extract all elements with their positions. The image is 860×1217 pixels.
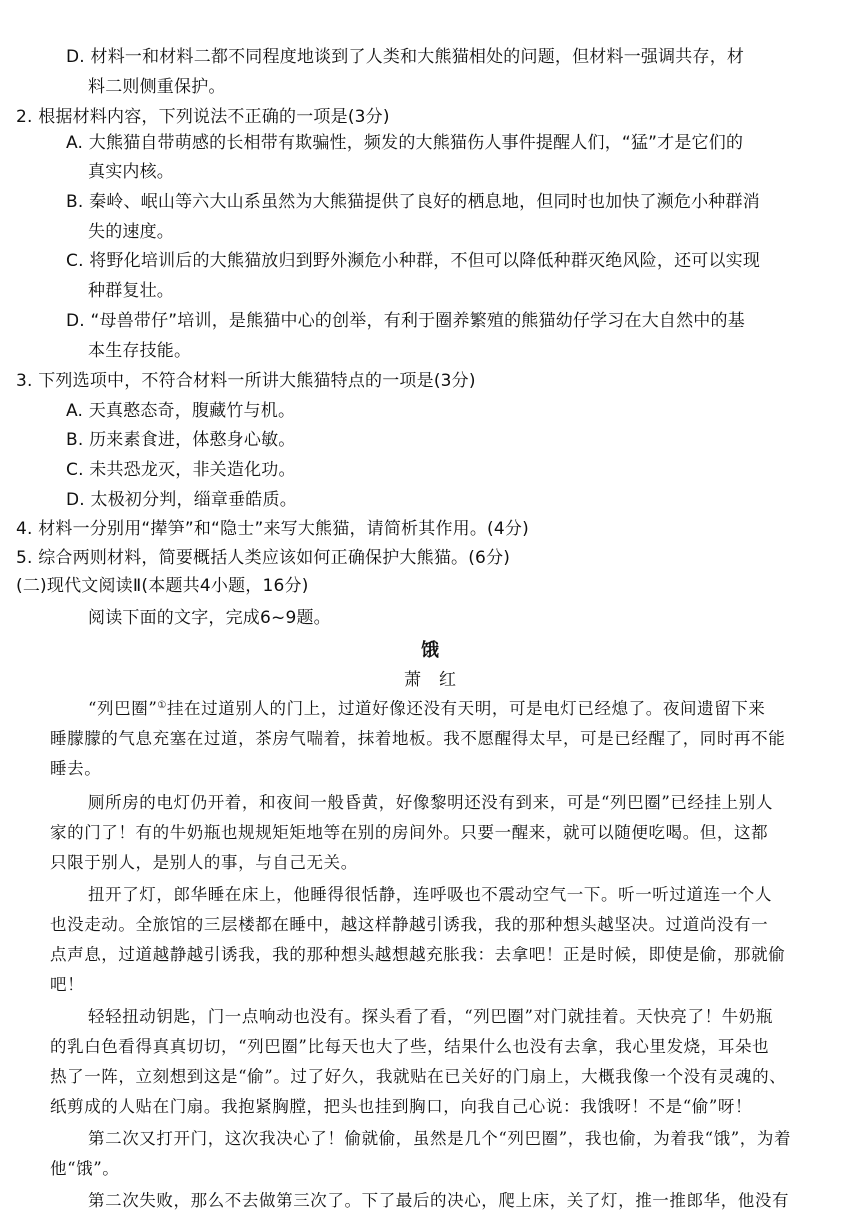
- paragraph-line: 只限于别人，是别人的事，与自己无关。: [50, 853, 358, 872]
- paragraph-line: 厕所房的电灯仍开着，和夜间一般昏黄，好像黎明还没有到来，可是“列巴圈”已经挂上别人: [88, 793, 773, 812]
- section-heading: (二)现代文阅读Ⅱ(本题共4小题，16分): [16, 576, 309, 596]
- paragraph-line: 家的门了！有的牛奶瓶也规规矩矩地等在别的房间外。只要一醒来，就可以随便吃喝。但，这都: [50, 823, 769, 842]
- paragraph-line: 的乳白色看得真真切切，“列巴圈”比每天也大了些，结果什么也没有去拿，我心里发烧，耳朵也: [50, 1037, 770, 1056]
- q2-option-d: D. “母兽带仔”培训，是熊猫中心的创举，有利于圈养繁殖的熊猫幼仔学习在大自然中的基: [66, 311, 745, 331]
- paragraph-line: 热了一阵，立刻想到这是“偷”。过了好久，我就贴在已关好的门扇上，大概我像一个没有灵魂的、: [50, 1067, 787, 1086]
- question-5-stem: 5. 综合两则材料，简要概括人类应该如何正确保护大熊猫。(6分): [16, 548, 511, 568]
- question-3-stem: 3. 下列选项中，不符合材料一所讲大熊猫特点的一项是(3分): [16, 371, 476, 391]
- paragraph-line: 吧！: [50, 975, 85, 994]
- paragraph-line: 轻轻扭动钥匙，门一点响动也没有。探头看了看，“列巴圈”对门就挂着。天快亮了！牛奶瓶: [88, 1007, 773, 1026]
- paragraph-line: 他“饿”。: [50, 1159, 120, 1178]
- q1-option-d-continued: 料二则侧重保护。: [88, 77, 226, 97]
- footnote-marker: ①: [157, 700, 167, 711]
- q3-option-d: D. 太极初分判，缁章垂皓质。: [66, 490, 297, 510]
- q3-option-a: A. 天真憨态奇，腹藏竹与机。: [66, 401, 296, 421]
- paragraph-line: 点声息，过道越静越引诱我，我的那种想头越想越充胀我：去拿吧！正是时候，即使是偷，那就偷: [50, 945, 786, 964]
- section-instruction: 阅读下面的文字，完成6~9题。: [88, 608, 331, 628]
- question-2-stem: 2. 根据材料内容，下列说法不正确的一项是(3分): [16, 107, 390, 127]
- q3-option-b: B. 历来素食进，体憨身心敏。: [66, 430, 296, 450]
- passage-title: 饿: [421, 640, 439, 661]
- paragraph-line: [88, 694, 765, 724]
- q2-option-b: B. 秦岭、岷山等六大山系虽然为大熊猫提供了良好的栖息地，但同时也加快了濒危小种群消: [66, 192, 760, 212]
- line-text: 挂在过道别人的门上，过道好像还没有天明，可是电灯已经熄了。夜间遗留下来: [166, 699, 766, 718]
- q2-option-c: C. 将野化培训后的大熊猫放归到野外濒危小种群，不但可以降低种群灭绝风险，还可以实现: [66, 251, 761, 271]
- paragraph-line: 也没走动。全旅馆的三层楼都在睡中，越这样静越引诱我，我的那种想头越坚决。过道尚没有一: [50, 915, 769, 934]
- q2-option-c-continued: 种群复壮。: [88, 281, 174, 301]
- paragraph-line: 第二次失败，那么不去做第三次了。下了最后的决心，爬上床，关了灯，推一推郎华，他没有: [88, 1191, 790, 1210]
- question-4-stem: 4. 材料一分别用“撵笋”和“隐士”来写大熊猫，请简析其作用。(4分): [16, 519, 529, 539]
- q2-option-d-continued: 本生存技能。: [88, 341, 192, 361]
- q3-option-c: C. 未共恐龙灭，非关造化功。: [66, 460, 296, 480]
- paragraph-line: 第二次又打开门，这次我决心了！偷就偷，虽然是几个“列巴圈”，我也偷，为着我“饿”，为着: [88, 1129, 792, 1148]
- q1-option-d: D. 材料一和材料二都不同程度地谈到了人类和大熊猫相处的问题，但材料一强调共存，材: [66, 47, 745, 67]
- q2-option-b-continued: 失的速度。: [88, 222, 174, 242]
- q2-option-a-continued: 真实内核。: [88, 162, 174, 182]
- paragraph-line: 扭开了灯，郎华睡在床上，他睡得很恬静，连呼吸也不震动空气一下。听一听过道连一个人: [88, 885, 772, 904]
- q2-option-a: A. 大熊猫自带萌感的长相带有欺骗性，频发的大熊猫伤人事件提醒人们，“猛”才是它们的: [66, 133, 744, 153]
- paragraph-line: 睡朦朦的气息充塞在过道，茶房气喘着，抹着地板。我不愿醒得太早，可是已经醒了，同时再不能: [50, 729, 786, 748]
- paragraph-line: 纸剪成的人贴在门扇。我抱紧胸膛，把头也挂到胸口，向我自己心说：我饿呀！不是“偷”呀！: [50, 1097, 753, 1116]
- paragraph-line: 睡去。: [50, 759, 102, 778]
- quoted-term: “列巴圈”: [88, 699, 158, 718]
- passage-author: 萧红: [404, 670, 474, 690]
